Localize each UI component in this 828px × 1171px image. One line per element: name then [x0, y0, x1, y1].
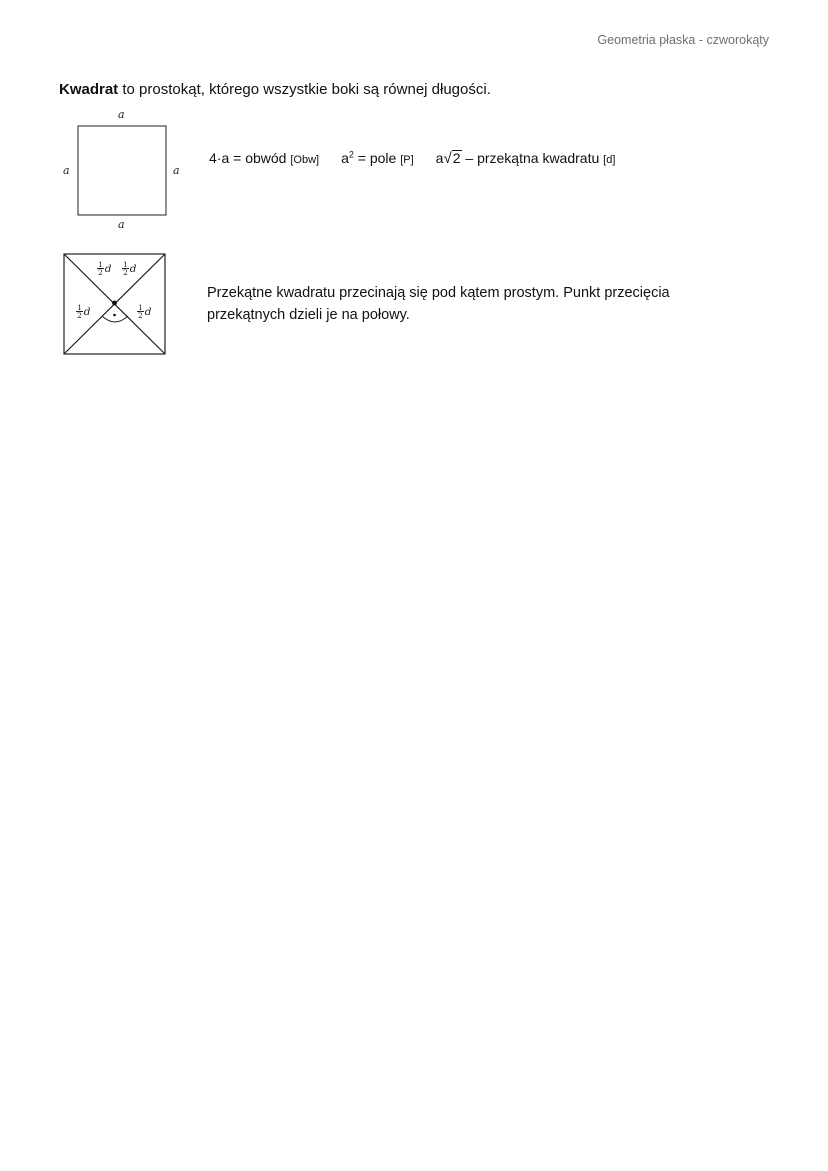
definition-line: [59, 81, 491, 98]
area-tag: [P]: [400, 153, 414, 166]
diagonals-drawing: [55, 246, 175, 361]
half-d-left: 1 2 d: [77, 303, 91, 320]
perimeter-formula: 4·a = obwód [Obw]: [209, 149, 320, 166]
definition-term: Kwadrat: [59, 81, 119, 98]
formulas-line: [209, 149, 615, 167]
area-formula: $a^2$ = pole [P]: [341, 149, 414, 166]
half-d-top-left: 1 2 d: [98, 260, 112, 277]
diagonal-formula: a√2 – przekątna kwadratu [d]: [435, 149, 616, 167]
label-bottom-a: a: [118, 218, 125, 231]
label-top-a: a: [118, 108, 125, 121]
page-header: Geometria płaska - czworokąty: [597, 33, 769, 47]
label-left-a: a: [63, 164, 70, 177]
diagonals-figure: [55, 246, 175, 361]
label-right-a: a: [173, 164, 180, 177]
sqrt-sign: √: [443, 149, 452, 167]
diagonals-description: Przekątne kwadratu przecinają się pod kątem prostym. Punkt przecięcia przekątnych dzieli je na połowy.: [207, 285, 670, 323]
perimeter-tag: [Obw]: [290, 153, 320, 166]
definition-text: to prostokąt, którego wszystkie boki są równej długości.: [118, 81, 491, 98]
half-d-right: 1 2 d: [138, 303, 152, 320]
half-d-top-right: 1 2 d: [123, 260, 137, 277]
diagonal-tag: [d]: [603, 153, 616, 166]
square-figure: [55, 104, 195, 234]
